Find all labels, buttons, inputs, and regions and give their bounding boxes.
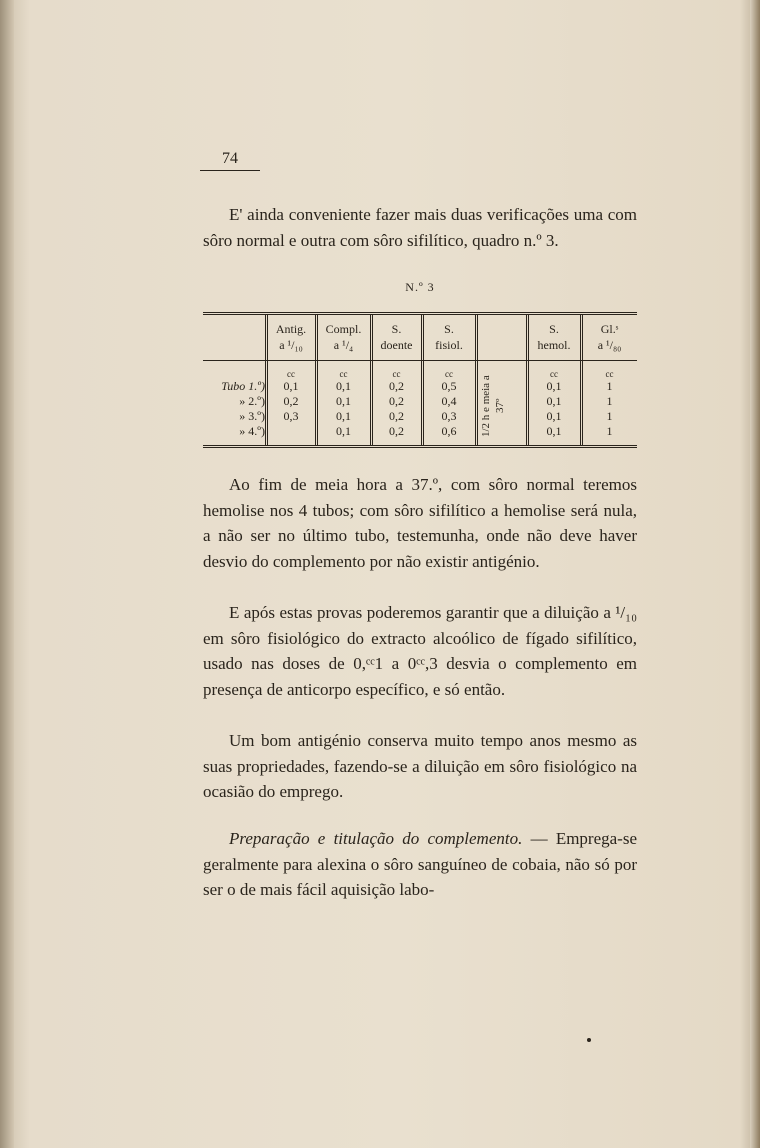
column-antigen: cc 0,1 0,2 0,3: [283, 369, 299, 423]
paragraph-antigen-storage: Um bom antigénio conserva muito tempo anos mesmo as suas propriedades, fazendo-se a diluição em sôro fisiológico na ocasião do emprego.: [203, 731, 637, 801]
page-right-edge: [750, 0, 760, 1148]
header-globules: Gl.ˢ a ¹/₈₀: [597, 322, 622, 352]
row-label: Tubo 1.º): [221, 379, 265, 393]
table-title: N.º 3: [405, 280, 435, 294]
column-globules: cc 1 1 1 1: [605, 369, 614, 438]
column-serum-hemolytic: cc 0,1 0,1 0,1 0,1: [546, 369, 562, 438]
stray-mark: [587, 1038, 591, 1042]
paragraph-dilution: E após estas provas poderemos garantir que a diluição a ¹/₁₀ em sôro fisiológico do extracto alcoólico de fígado sifilítico, usado nas doses de 0,ᶜᶜ1 a 0ᶜᶜ,3 desvia o complemento em presença de anticorpo específico, e só então.: [203, 603, 637, 699]
paragraph-result: Ao fim de meia hora a 37.º, com sôro normal teremos hemolise nos 4 tubos; com sôro sifilítico a hemolise será nula, a não ser no último tubo, testemunha, onde não deve haver desvio do complemento por não existir antigénio.: [203, 475, 637, 571]
column-serum-patient: cc 0,2 0,2 0,2 0,2: [389, 369, 404, 438]
section-text: — Emprega-se geralmente para alexina o sôro sanguíneo de cobaia, não só por ser o de mais fácil aquisição labo-: [203, 829, 637, 899]
row-labels: [203, 379, 265, 439]
paragraph-intro: E' ainda conveniente fazer mais duas verificações uma com sôro normal e outra com sôro sifilítico, quadro n.º 3.: [203, 205, 637, 250]
row-label: » 4.º): [239, 424, 265, 438]
data-table: [203, 312, 637, 448]
header-serum-patient: S. doente: [380, 322, 413, 352]
header-complement: Compl. a ¹/₄: [325, 322, 362, 352]
column-serum-physiological: cc 0,5 0,4 0,3 0,6: [441, 369, 457, 438]
row-label: » 2.º): [239, 394, 265, 408]
incubation-note: 1/2 h e meia a 37º: [480, 375, 506, 437]
page-number: 74: [200, 150, 260, 171]
table-divider: [475, 315, 478, 445]
row-label: » 3.º): [239, 409, 265, 423]
header-rule: [203, 360, 637, 361]
header-antigen: Antig. a ¹/₁₀: [275, 322, 307, 352]
section-heading: Preparação e titulação do complemento.: [229, 829, 523, 848]
page-left-edge: [0, 0, 14, 1148]
paragraph-complement: [203, 826, 637, 903]
header-serum-hemolytic: S. hemol.: [537, 322, 571, 352]
column-complement: cc 0,1 0,1 0,1 0,1: [336, 369, 351, 438]
header-serum-physiological: S. fisiol.: [435, 322, 463, 352]
